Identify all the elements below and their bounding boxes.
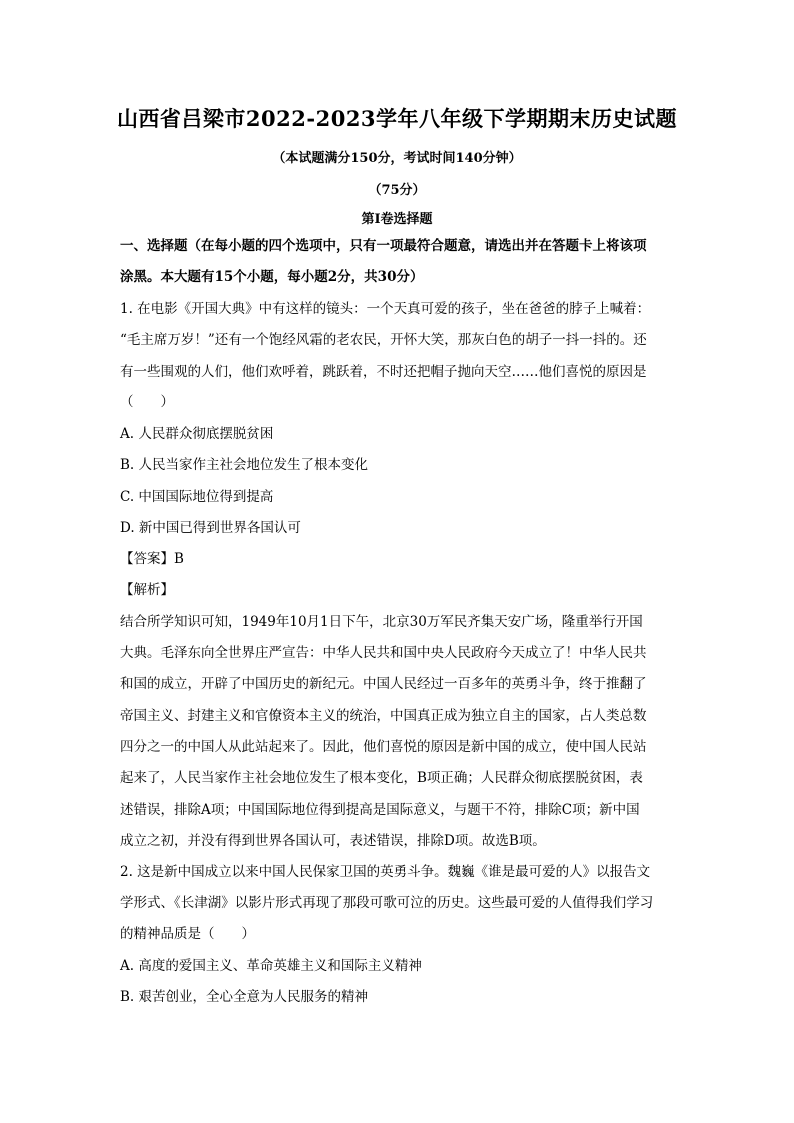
- question-1-analysis-label: 【解析】: [120, 582, 174, 598]
- question-1-answer: 【答案】B: [120, 551, 184, 567]
- question-1-analysis: 起来了，人民当家作主社会地位发生了根本变化，B项正确；人民群众彻底摆脱贫困，表: [120, 770, 643, 786]
- question-1-option-c: C. 中国国际地位得到提高: [120, 489, 274, 505]
- question-1-analysis: 述错误，排除A项；中国国际地位得到提高是国际意义，与题干不符，排除C项；新中国: [120, 802, 640, 818]
- question-2-stem: 学形式、《长津湖》以影片形式再现了那段可歌可泣的历史。这些最可爱的人值得我们学习: [120, 895, 654, 911]
- exam-score: （75分）: [368, 183, 426, 198]
- question-1-option-d: D. 新中国已得到世界各国认可: [120, 520, 301, 536]
- question-1-stem: 1. 在电影《开国大典》中有这样的镜头：一个天真可爱的孩子，坐在爸爸的脖子上喊着：: [120, 301, 651, 317]
- question-2-stem: 2. 这是新中国成立以来中国人民保家卫国的英勇斗争。魏巍《谁是最可爱的人》以报告文: [120, 864, 651, 880]
- question-1-stem: 有一些围观的人们，他们欢呼着，跳跃着，不时还把帽子抛向天空……他们喜悦的原因是: [120, 364, 647, 380]
- instructions-line: 涂黑。本大题有15个小题，每小题2分，共30分）: [120, 269, 424, 285]
- question-2-option-a: A. 高度的爱国主义、革命英雄主义和国际主义精神: [120, 958, 422, 974]
- question-1-analysis: 帝国主义、封建主义和官僚资本主义的统治，中国真正成为独立自主的国家，占人类总数: [120, 708, 647, 724]
- question-1-analysis: 结合所学知识可知，1949年10月1日下午，北京30万军民齐集天安广场，隆重举行开国: [120, 614, 643, 630]
- question-1-analysis: 四分之一的中国人从此站起来了。因此，他们喜悦的原因是新中国的成立，使中国人民站: [120, 739, 647, 755]
- question-1-analysis: 和国的成立，开辟了中国历史的新纪元。中国人民经过一百多年的英勇斗争，终于推翻了: [120, 676, 647, 692]
- question-2-stem: 的精神品质是（ ）: [120, 926, 255, 942]
- exam-subtitle: （本试题满分150分，考试时间140分钟）: [272, 151, 522, 166]
- section-heading: 第Ⅰ卷选择题: [361, 212, 433, 227]
- question-1-option-a: A. 人民群众彻底摆脱贫困: [120, 426, 274, 442]
- instructions-line: 一、选择题（在每小题的四个选项中，只有一项最符合题意，请选出并在答题卡上将该项: [120, 238, 647, 254]
- question-1-analysis: 成立之初，并没有得到世界各国认可，表述错误，排除D项。故选B项。: [120, 833, 546, 849]
- question-1-option-b: B. 人民当家作主社会地位发生了根本变化: [120, 457, 369, 473]
- question-1-stem: （ ）: [120, 394, 174, 410]
- exam-title: 山西省吕梁市2022-2023学年八年级下学期期末历史试题: [116, 106, 678, 131]
- question-1-analysis: 大典。毛泽东向全世界庄严宣告：中华人民共和国中央人民政府今天成立了！中华人民共: [120, 645, 647, 661]
- question-1-stem: “毛主席万岁！”还有一个饱经风霜的老农民，开怀大笑，那灰白色的胡子一抖一抖的。还: [120, 332, 647, 348]
- question-2-option-b: B. 艰苦创业，全心全意为人民服务的精神: [120, 989, 369, 1005]
